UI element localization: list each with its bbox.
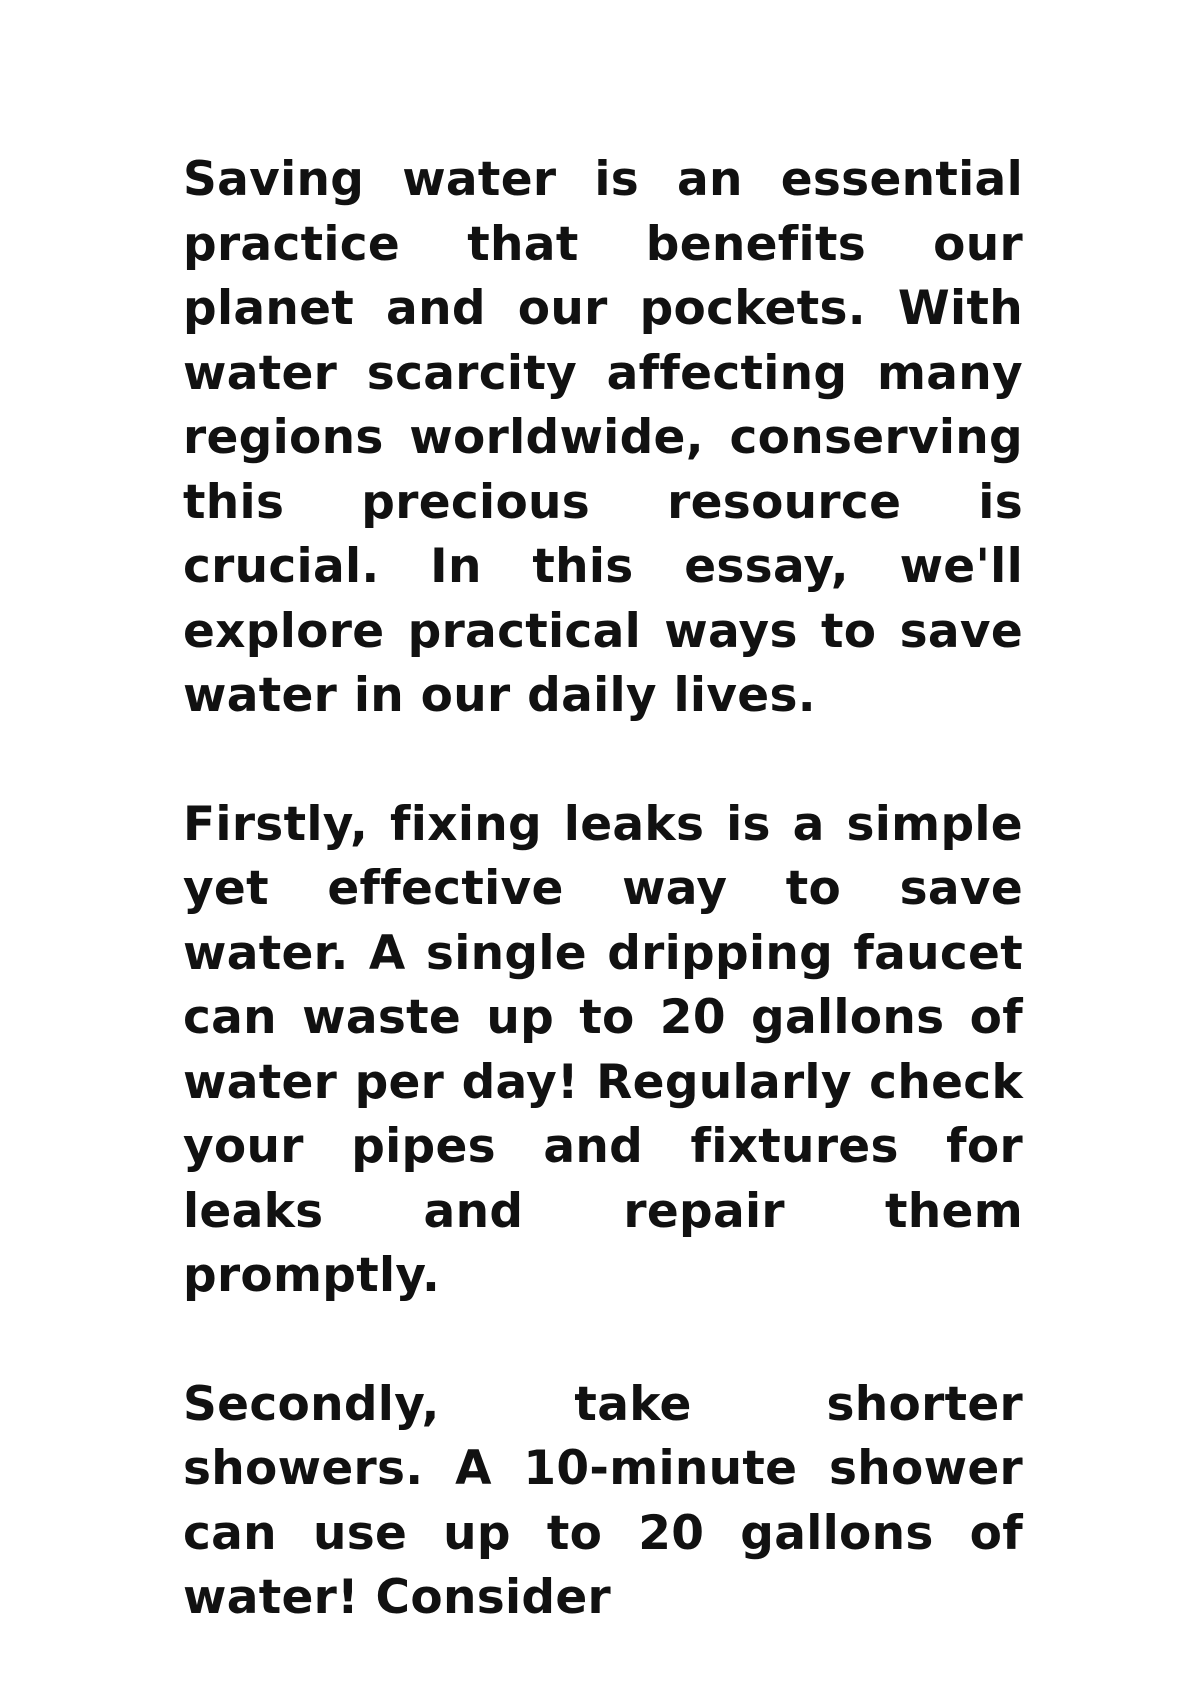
essay-body bbox=[183, 148, 1023, 1631]
paragraph-intro: Saving water is an essential practice that benefits our planet and our pockets. With water scarcity affecting many regions worldwide, conserving this precious resource is crucial. In this essay, we'll explore practical ways to save water in our daily lives. bbox=[183, 152, 1023, 723]
paragraph-shorter-showers: Secondly, take shorter showers. A 10-minute shower can use up to 20 gallons of water! Consider bbox=[183, 1376, 1023, 1625]
paragraph-fixing-leaks: Firstly, fixing leaks is a simple yet effective way to save water. A single dripping faucet can waste up to 20 gallons of water per day! Regularly check your pipes and fixtures for leaks and repair them promptly. bbox=[183, 796, 1023, 1303]
